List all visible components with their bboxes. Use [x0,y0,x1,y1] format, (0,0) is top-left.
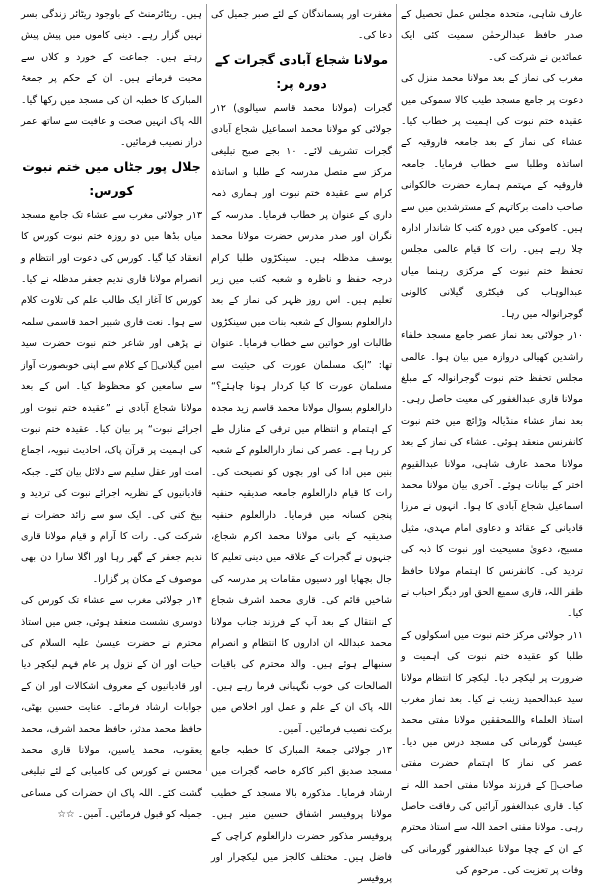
article-paragraph: ۱۳ر جولائی مغرب سے عشاء تک جامع مسجد میاں بڈھا میں دو روزہ ختم نبوت کورس کا انعقاد کیا گیا۔ کورس کی دعوت اور انتظام و انصرام مولانا قاری ندیم جعفر مدظلہ نے کیا۔ کورس کا آغاز ایک طالب علم کی تلاوت کلام سے ہوا۔ نعت قاری شبیر احمد قاسمی سلمہ نے پڑھی اور شاعر ختم نبوت حضرت سید امین گیلانیؒ کے کلام سے اپنی خوبصورت آواز سے سامعین کو محظوظ کیا۔ اس کے بعد مولانا شجاع آبادی نے ”عقیدہ ختم نبوت اور اجرائے نبوت“ پر بیان کیا۔ عقیدہ ختم نبوت کی اہمیت پر قرآن پاک، احادیث نبویہ، اجماع امت اور عقل سلیم سے دلائل بیان کئے۔ جبکہ قادیانیوں کے نظریہ اجرائے نبوت کی تردید و بیخ کنی کی۔ ایک سو سے زائد حضرات نے شرکت کی۔ رات کا آرام و قیام مولانا قاری ندیم جعفر کے گھر رہا اور اگلا سارا دن بھی موصوف کے مکان پر گزارا۔ [21,209,202,585]
article-paragraph: ۱۰ر جولائی بعد نماز عصر جامع مسجد خلفاء راشدین کھیالی دروازہ میں بیان ہوا۔ عالمی مجلس تحفظ ختم نبوت گوجرانوالہ کے مبلغ مولانا قاری عبدالغفور کی معیت حاصل رہی۔ بعد نماز عشاء منڈیالہ وڑائچ میں ختم نبوت کانفرنس منعقد ہوئی۔ عشاء کی نماز کے بعد مولانا محمد عارف شاہی، مولانا عبدالقیوم اختر کے بیانات ہوئے۔ آخری بیان مولانا محمد اسماعیل شجاع آبادی کا ہوا۔ انہوں نے مرزا قادیانی کے عقائد و دعاوی امام مہدی، مثیل مسیح، دعویٰ مسیحیت اور نبوت کا ذبہ کی تردید کی۔ کانفرنس کا اہتمام مولانا حافظ ظفر اللہ، قاری سمیع الحق اور دیگر احباب نے کیا۔ [401,330,583,620]
article-paragraph: گجرات (مولانا محمد قاسم سیالوی) ۱۲ر جولائی کو مولانا محمد اسماعیل شجاع آبادی گجرات تشریف لائے۔ ۱۰ بجے صبح تبلیغی مرکز سے متصل مدرسہ کے طلبا و اساتذہ کرام سے عقیدہ ختم نبوت اور ہماری ذمہ داری کے عنوان پر خطاب فرمایا۔ مدرسہ کے نگران اور صدر مدرس حضرت مولانا محمد یوسف مدظلہ ہیں۔ سینکڑوں طلبا کرام درجہ حفظ و ناظرہ و شعبہ کتب میں زیر تعلیم ہیں۔ اس روز ظہر کی نماز کے بعد دارالعلوم بسوال کے شعبہ بنات میں سینکڑوں طالبات اور خواتین سے خطاب فرمایا۔ عنوان تھا: ”ایک مسلمان عورت کی حیثیت سے مسلمان عورت کا کیا کردار ہونا چاہئے؟“ دارالعلوم بسوال مولانا محمد قاسم زید مجدہ کے اہتمام و انتظام میں ترقی کے منازل طے کر رہا ہے۔ عصر کی نماز دارالعلوم کے شعبہ بنین میں ادا کی اور بچوں کو نصیحت کی۔ رات کا قیام دارالعلوم جامعہ صدیقیہ حنفیہ پنجن کسانہ میں فرمایا۔ دارالعلوم حنفیہ صدیقیہ کے بانی مولانا محمد اکرم شجاع، جنہوں نے گجرات کے علاقہ میں دینی تعلیم کا جال بچھایا اور دسیوں مقامات پر مدرسہ کی شاخیں قائم کی۔ قاری محمد اشرف شجاع کے انتقال کے بعد آپ کے فرزند جناب مولانا محمد عبداللہ ان اداروں کا انتظام و انصرام سنبھالے ہوئے ہیں۔ والد محترم کی باقیات الصالحات کی خوب نگہبانی فرما رہے ہیں۔ اللہ پاک ان کے علم و عمل اور اخلاص میں برکت نصیب فرمائیں۔ آمین۔ [211,102,392,735]
article-paragraph: مغرب کی نماز کے بعد مولانا محمد منزل کی دعوت پر جامع مسجد طیب کالا سموکی میں عقیدہ ختم نبوت کی اہمیت پر خطاب کیا۔ عشاء کی نماز کے بعد جامعہ فاروقیہ کے اساتذہ وطلبا سے خطاب فرمایا۔ جامعہ فاروقیہ کے مہتمم ہمارے حضرت خالکوانی صاحب دامت برکاتہم کے مسترشدین میں سے ہیں۔ کاموکی میں دورہ کتب کا شاندار ادارہ چلا رہے ہیں۔ رات کا قیام عالمی مجلس تحفظ ختم نبوت کے مرکزی رہنما میاں عبدالوہاب کی فیکٹری گیلانی کالونی گوجرانوالہ میں رہا۔ [401,73,583,320]
section-heading: مولانا شجاع آبادی گجرات کے دورہ پر: [214,51,389,91]
article-paragraph: ۱۳ر جولائی جمعۃ المبارک کا خطبہ جامع مسجد صدیق اکبر کاکرہ خاصہ گجرات میں ارشاد فرمایا۔ مذکورہ بالا مسجد کے خطیب مولانا پروفیسر اشفاق حسین منیر ہیں۔ پروفیسر مذکور حضرت دارالعلوم کراچی کے فاضل ہیں۔ مختلف کالجز میں لیکچرار اور پروفیسر [211,745,392,885]
column-left [17,4,207,821]
article-paragraph: ۱۱ر جولائی مرکز ختم نبوت میں اسکولوں کے طلبا کو عقیدہ ختم نبوت کی اہمیت و ضرورت پر لیکچر دیا۔ لیکچر کا انتظام مولانا سید عبدالحمید زینب نے کیا۔ بعد نماز مغرب استاذ العلماء واللمحققین مولانا مفتی محمد عیسیٰ گورمانی کی مسجد درس میں دیا۔ عصر کی نماز کا اہتمام حضرت مفتی صاحبؒ کے فرزند مولانا مفتی احمد اللہ نے کیا۔ قاری عبدالغفور آرائیں کی رفاقت حاصل رہی۔ مولانا مفتی احمد اللہ سے استاذ محترم کے ان کے چچا مولانا عبدالغفور گورمانی کی وفات پر تعزیت کی۔ مرحوم کی [401,629,583,877]
section-heading: جلال پور جٹاں میں ختم نبوت کورس: [22,158,201,198]
article-paragraph: ۱۴ر جولائی مغرب سے عشاء تک کورس کی دوسری نشست منعقد ہوئی، جس میں استاذ محترم نے حضرت عیسیٰ علیہ السلام کی حیات اور ان کے نزول پر عام فہم لیکچر دیا اور قادیانیوں کے معروف اشکالات اور ان کے جوابات ارشاد فرمائے۔ عنایت حسین بھٹی، حافظ محمد مدثر، حافظ محمد اشرف، محمد یعقوب، محمد یاسین، مولانا قاری محمد محسن نے کورس کی کامیابی کے لئے تبلیغی گشت کئے۔ اللہ پاک ان حضرات کی مساعی جمیلہ کو قبول فرمائیں۔ آمین۔ ☆☆ [21,595,202,821]
article-paragraph: عارف شاہی، متحدہ مجلس عمل تحصیل کے صدر حافظ عبدالرحمٰن سمیت کئی ایک عمائدین نے شرکت کی۔ [401,9,583,63]
article-paragraph: مغفرت اور پسماندگان کے لئے صبر جمیل کی دعا کی۔ [211,9,392,42]
article-paragraph: ہیں۔ ریٹائرمنٹ کے باوجود ریٹائر زندگی بسر نہیں گزار رہے۔ دینی کاموں میں پیش پیش رہتے ہیں۔ جماعت کے خورد و کلاں سے محبت فرماتے ہیں۔ ان کے حکم پر جمعۃ المبارک کا خطبہ ان کی مسجد میں رکھا گیا۔ اللہ پاک انہیں صحت و عافیت سے ساتھ عمر دراز نصیب فرمائیں۔ [21,9,202,149]
column-middle [207,4,397,885]
column-right [397,4,587,877]
